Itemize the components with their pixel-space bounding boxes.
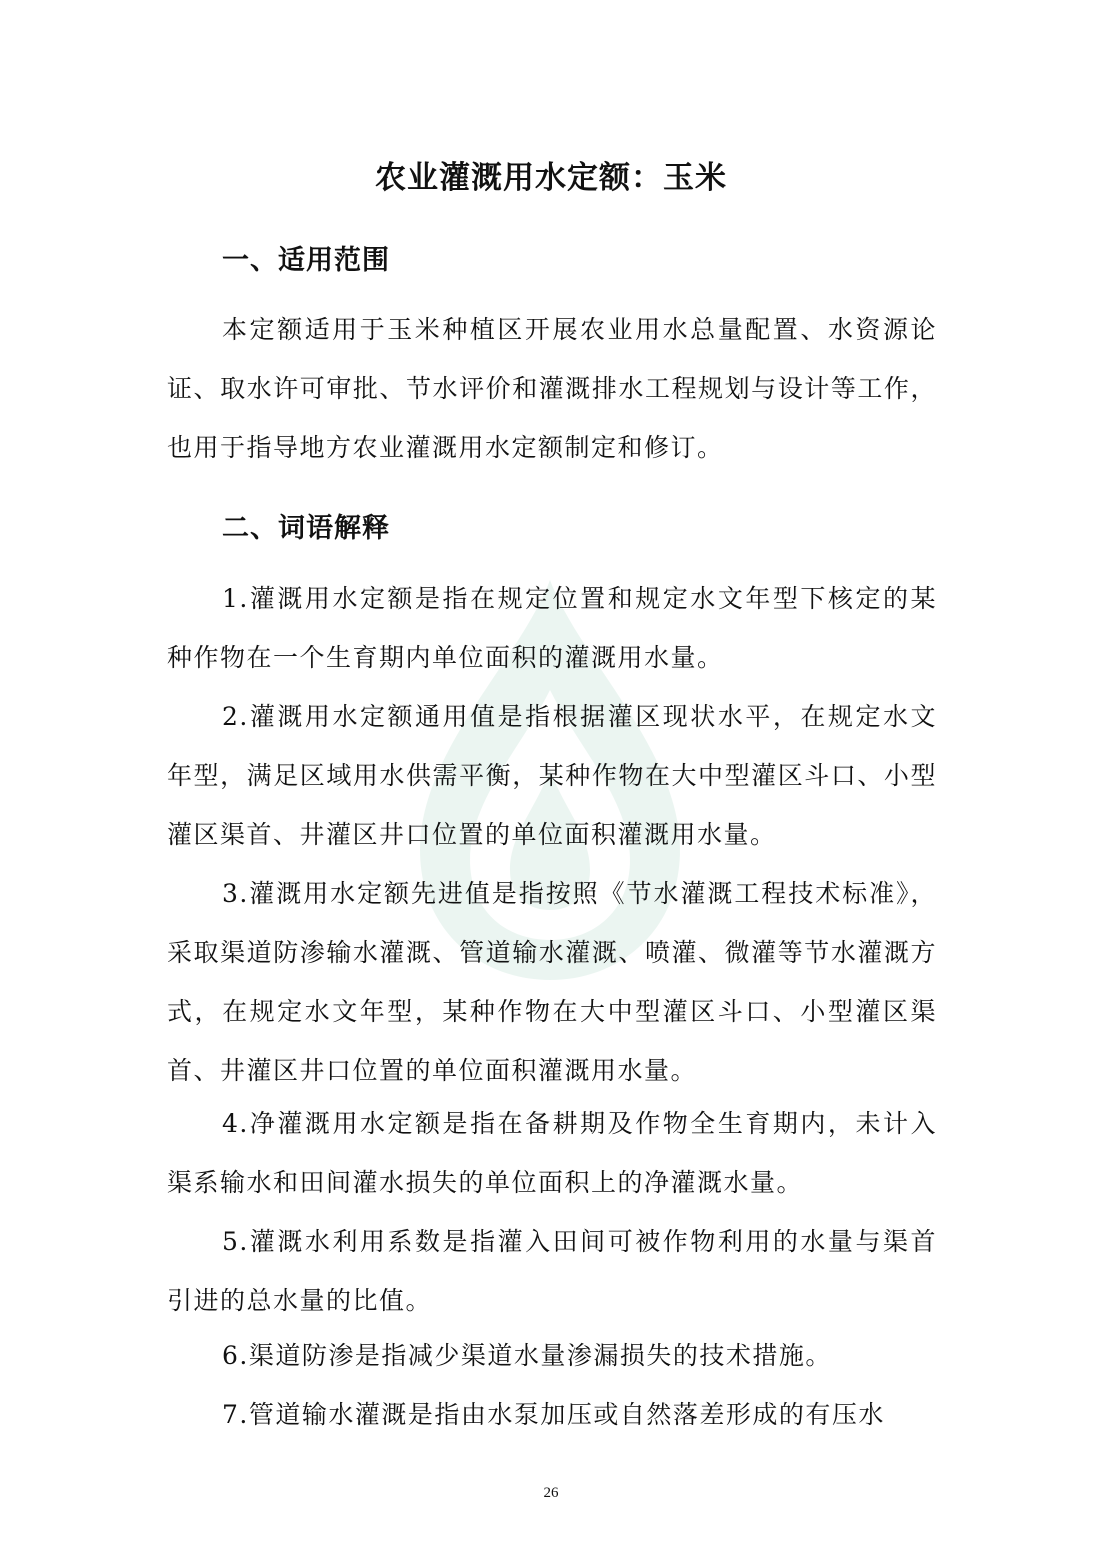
definition-item-5: 5.灌溉水利用系数是指灌入田间可被作物利用的水量与渠首引进的总水量的比值。 [167, 1227, 937, 1315]
section-heading-scope: 一、适用范围 [222, 245, 390, 276]
page-number: 26 [543, 1485, 559, 1501]
definition-item-2: 2.灌溉用水定额通用值是指根据灌区现状水平，在规定水文年型，满足区域用水供需平衡，某种作物在大中型灌区斗口、小型灌区渠首、井灌区井口位置的单位面积灌溉用水量。 [167, 702, 937, 849]
definition-item-4: 4.净灌溉用水定额是指在备耕期及作物全生育期内，未计入渠系输水和田间灌水损失的单位面积上的净灌溉水量。 [167, 1109, 937, 1197]
section-heading-definitions: 二、词语解释 [222, 513, 390, 544]
page-title: 农业灌溉用水定额：玉米 [375, 160, 727, 196]
definition-item-7: 7.管道输水灌溉是指由水泵加压或自然落差形成的有压水 [222, 1400, 885, 1429]
paragraph-scope: 本定额适用于玉米种植区开展农业用水总量配置、水资源论证、取水许可审批、节水评价和灌溉排水工程规划与设计等工作，也用于指导地方农业灌溉用水定额制定和修订。 [167, 315, 937, 462]
definition-item-3: 3.灌溉用水定额先进值是指按照《节水灌溉工程技术标准》，采取渠道防渗输水灌溉、管道输水灌溉、喷灌、微灌等节水灌溉方式，在规定水文年型，某种作物在大中型灌区斗口、小型灌区渠首、井灌区井口位置的单位面积灌溉用水量。 [167, 879, 937, 1085]
definition-item-6: 6.渠道防渗是指减少渠道水量渗漏损失的技术措施。 [222, 1341, 832, 1370]
definition-item-1: 1.灌溉用水定额是指在规定位置和规定水文年型下核定的某种作物在一个生育期内单位面积的灌溉用水量。 [167, 584, 937, 672]
